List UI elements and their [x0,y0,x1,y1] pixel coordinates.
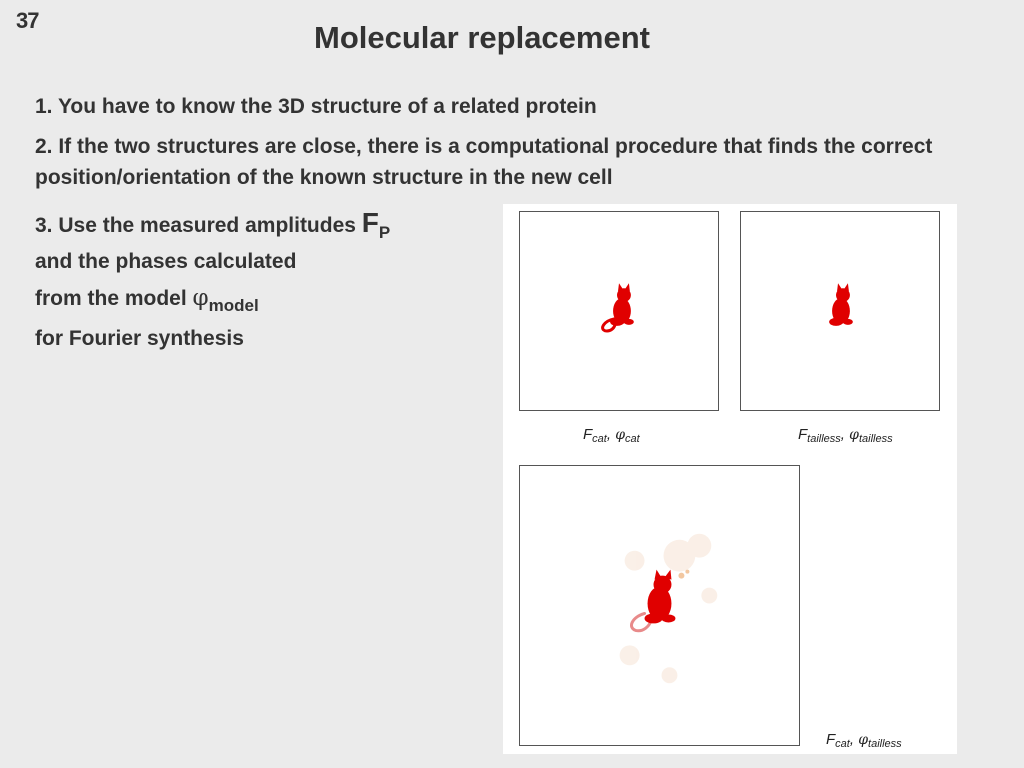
point-3 [35,206,495,355]
cap1-phi: φ [615,427,626,443]
cap1-sep: , [606,426,616,443]
cap1-F: F [583,426,593,443]
point-2: 2. If the two structures are close, there is a computational procedure that finds the correct position/orientation of the known structure in the new cell [35,135,933,189]
cap2-phi-sub: tailless [858,433,893,445]
map-cat [519,211,719,411]
cap3-phi-sub: tailless [868,738,902,750]
cap2-sep: , [840,426,850,443]
caption-tailless [798,426,893,445]
map-combined [519,465,800,746]
cap2-F: F [798,426,808,443]
cap3-F-sub: cat [835,738,850,750]
cap3-sep: , [849,731,859,748]
slide-title: Molecular replacement [314,20,650,55]
cap2-F-sub: tailless [807,433,841,445]
figure-panel [503,204,957,754]
tailless-cat-image [741,212,939,410]
point-3-line-3 [35,282,495,322]
point-3-text-a: 3. Use the measured amplitudes [35,214,362,237]
amplitude-subscript: P [378,223,391,242]
point-3-line-2: and the phases calculated [35,250,297,273]
point-3-text-c: from the model [35,287,193,310]
cap2-phi: φ [849,427,859,443]
point-3-line-1 [35,206,495,249]
cap1-F-sub: cat [592,433,607,445]
phase-subscript: model [208,296,259,315]
amplitude-symbol: F [361,207,379,238]
caption-combined [826,731,902,750]
point-3-line-4: for Fourier synthesis [35,327,244,350]
phase-symbol: φ [192,285,209,311]
point-1: 1. You have to know the 3D structure of a related protein [35,95,597,118]
map-tailless [740,211,940,411]
cat-image [520,212,718,410]
slide-number: 37 [16,8,39,33]
combined-map-image [520,466,799,745]
cap3-F: F [826,731,836,748]
caption-cat [583,426,640,445]
cap3-phi: φ [858,732,869,748]
cap1-phi-sub: cat [625,433,640,445]
